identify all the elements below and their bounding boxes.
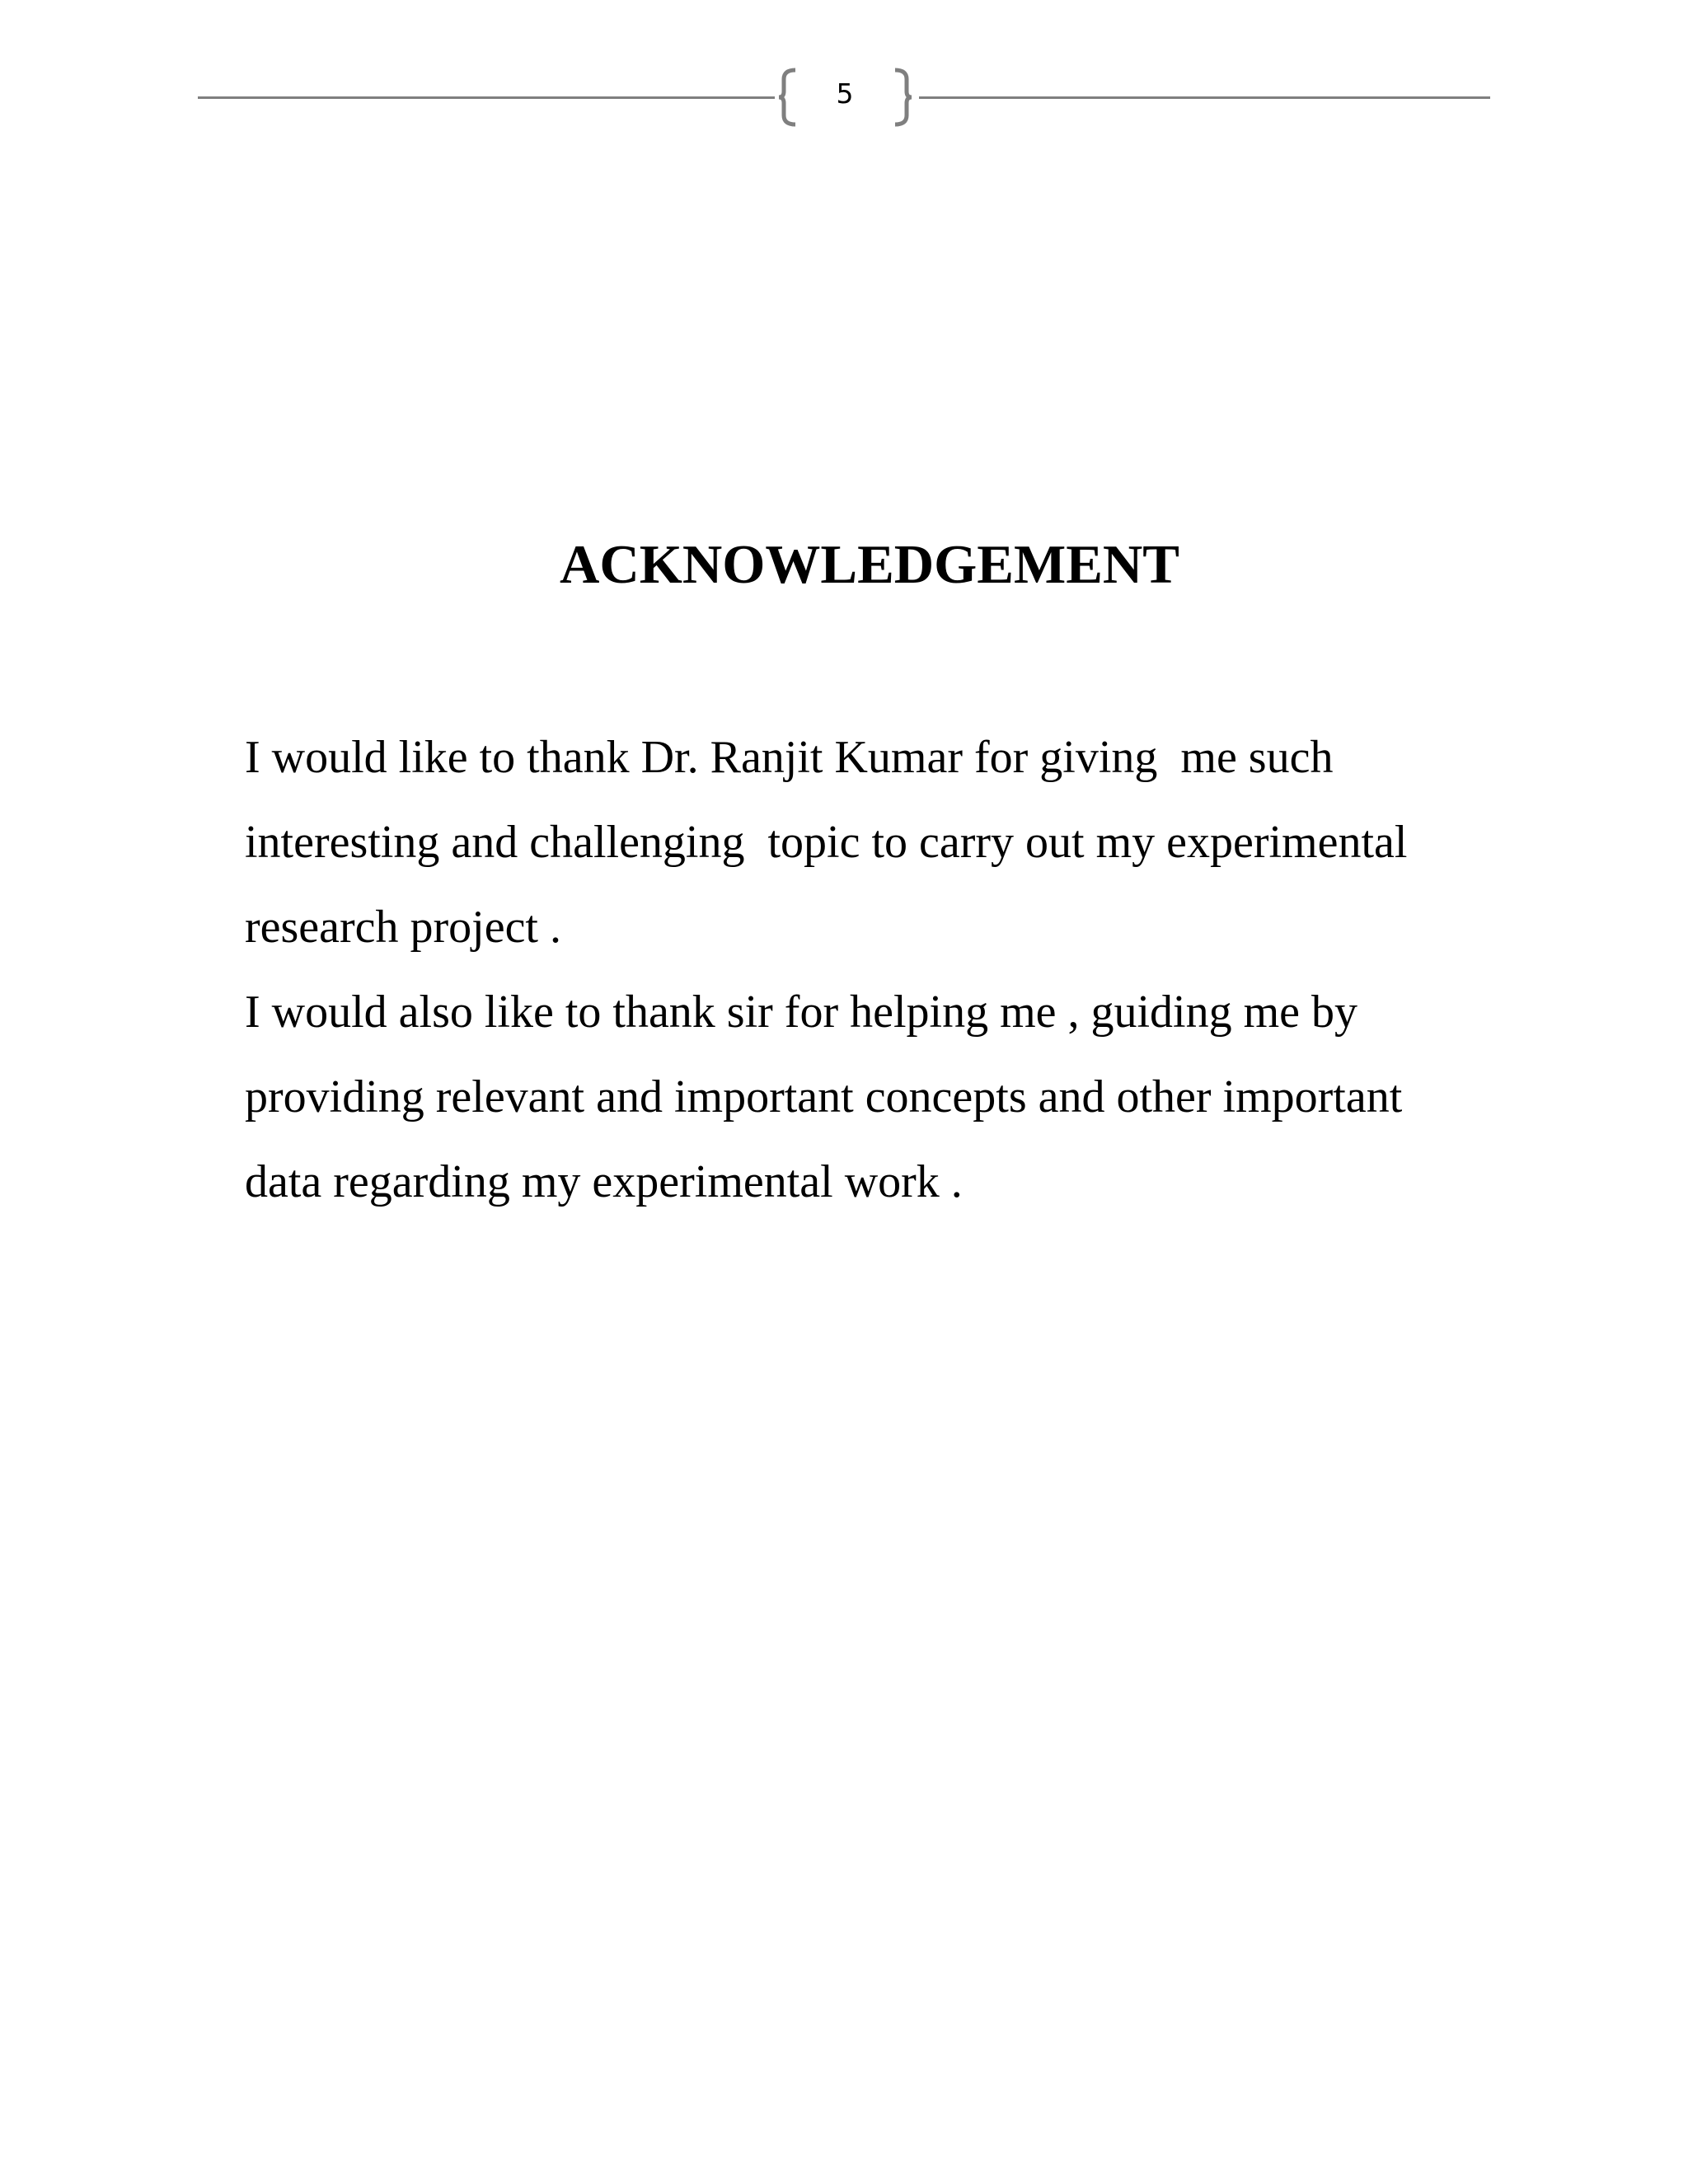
- left-brace-icon: [777, 68, 799, 127]
- body-line: I would like to thank Dr. Ranjit Kumar for giving me such: [245, 732, 1334, 783]
- right-brace-icon: [892, 68, 913, 127]
- body-line: providing relevant and important concepts and other important: [245, 1071, 1403, 1122]
- body-line: interesting and challenging topic to carry out my experimental: [245, 817, 1408, 868]
- page-title: ACKNOWLEDGEMENT: [560, 534, 1179, 595]
- body-line: I would also like to thank sir for helping me , guiding me by: [245, 987, 1358, 1038]
- page-number: 5: [836, 77, 854, 110]
- body-line: data regarding my experimental work .: [245, 1156, 963, 1207]
- header-rule-right: [919, 96, 1490, 99]
- header-rule-left: [198, 96, 775, 99]
- acknowledgement-body: [245, 715, 1531, 1225]
- body-line: research project .: [245, 902, 561, 953]
